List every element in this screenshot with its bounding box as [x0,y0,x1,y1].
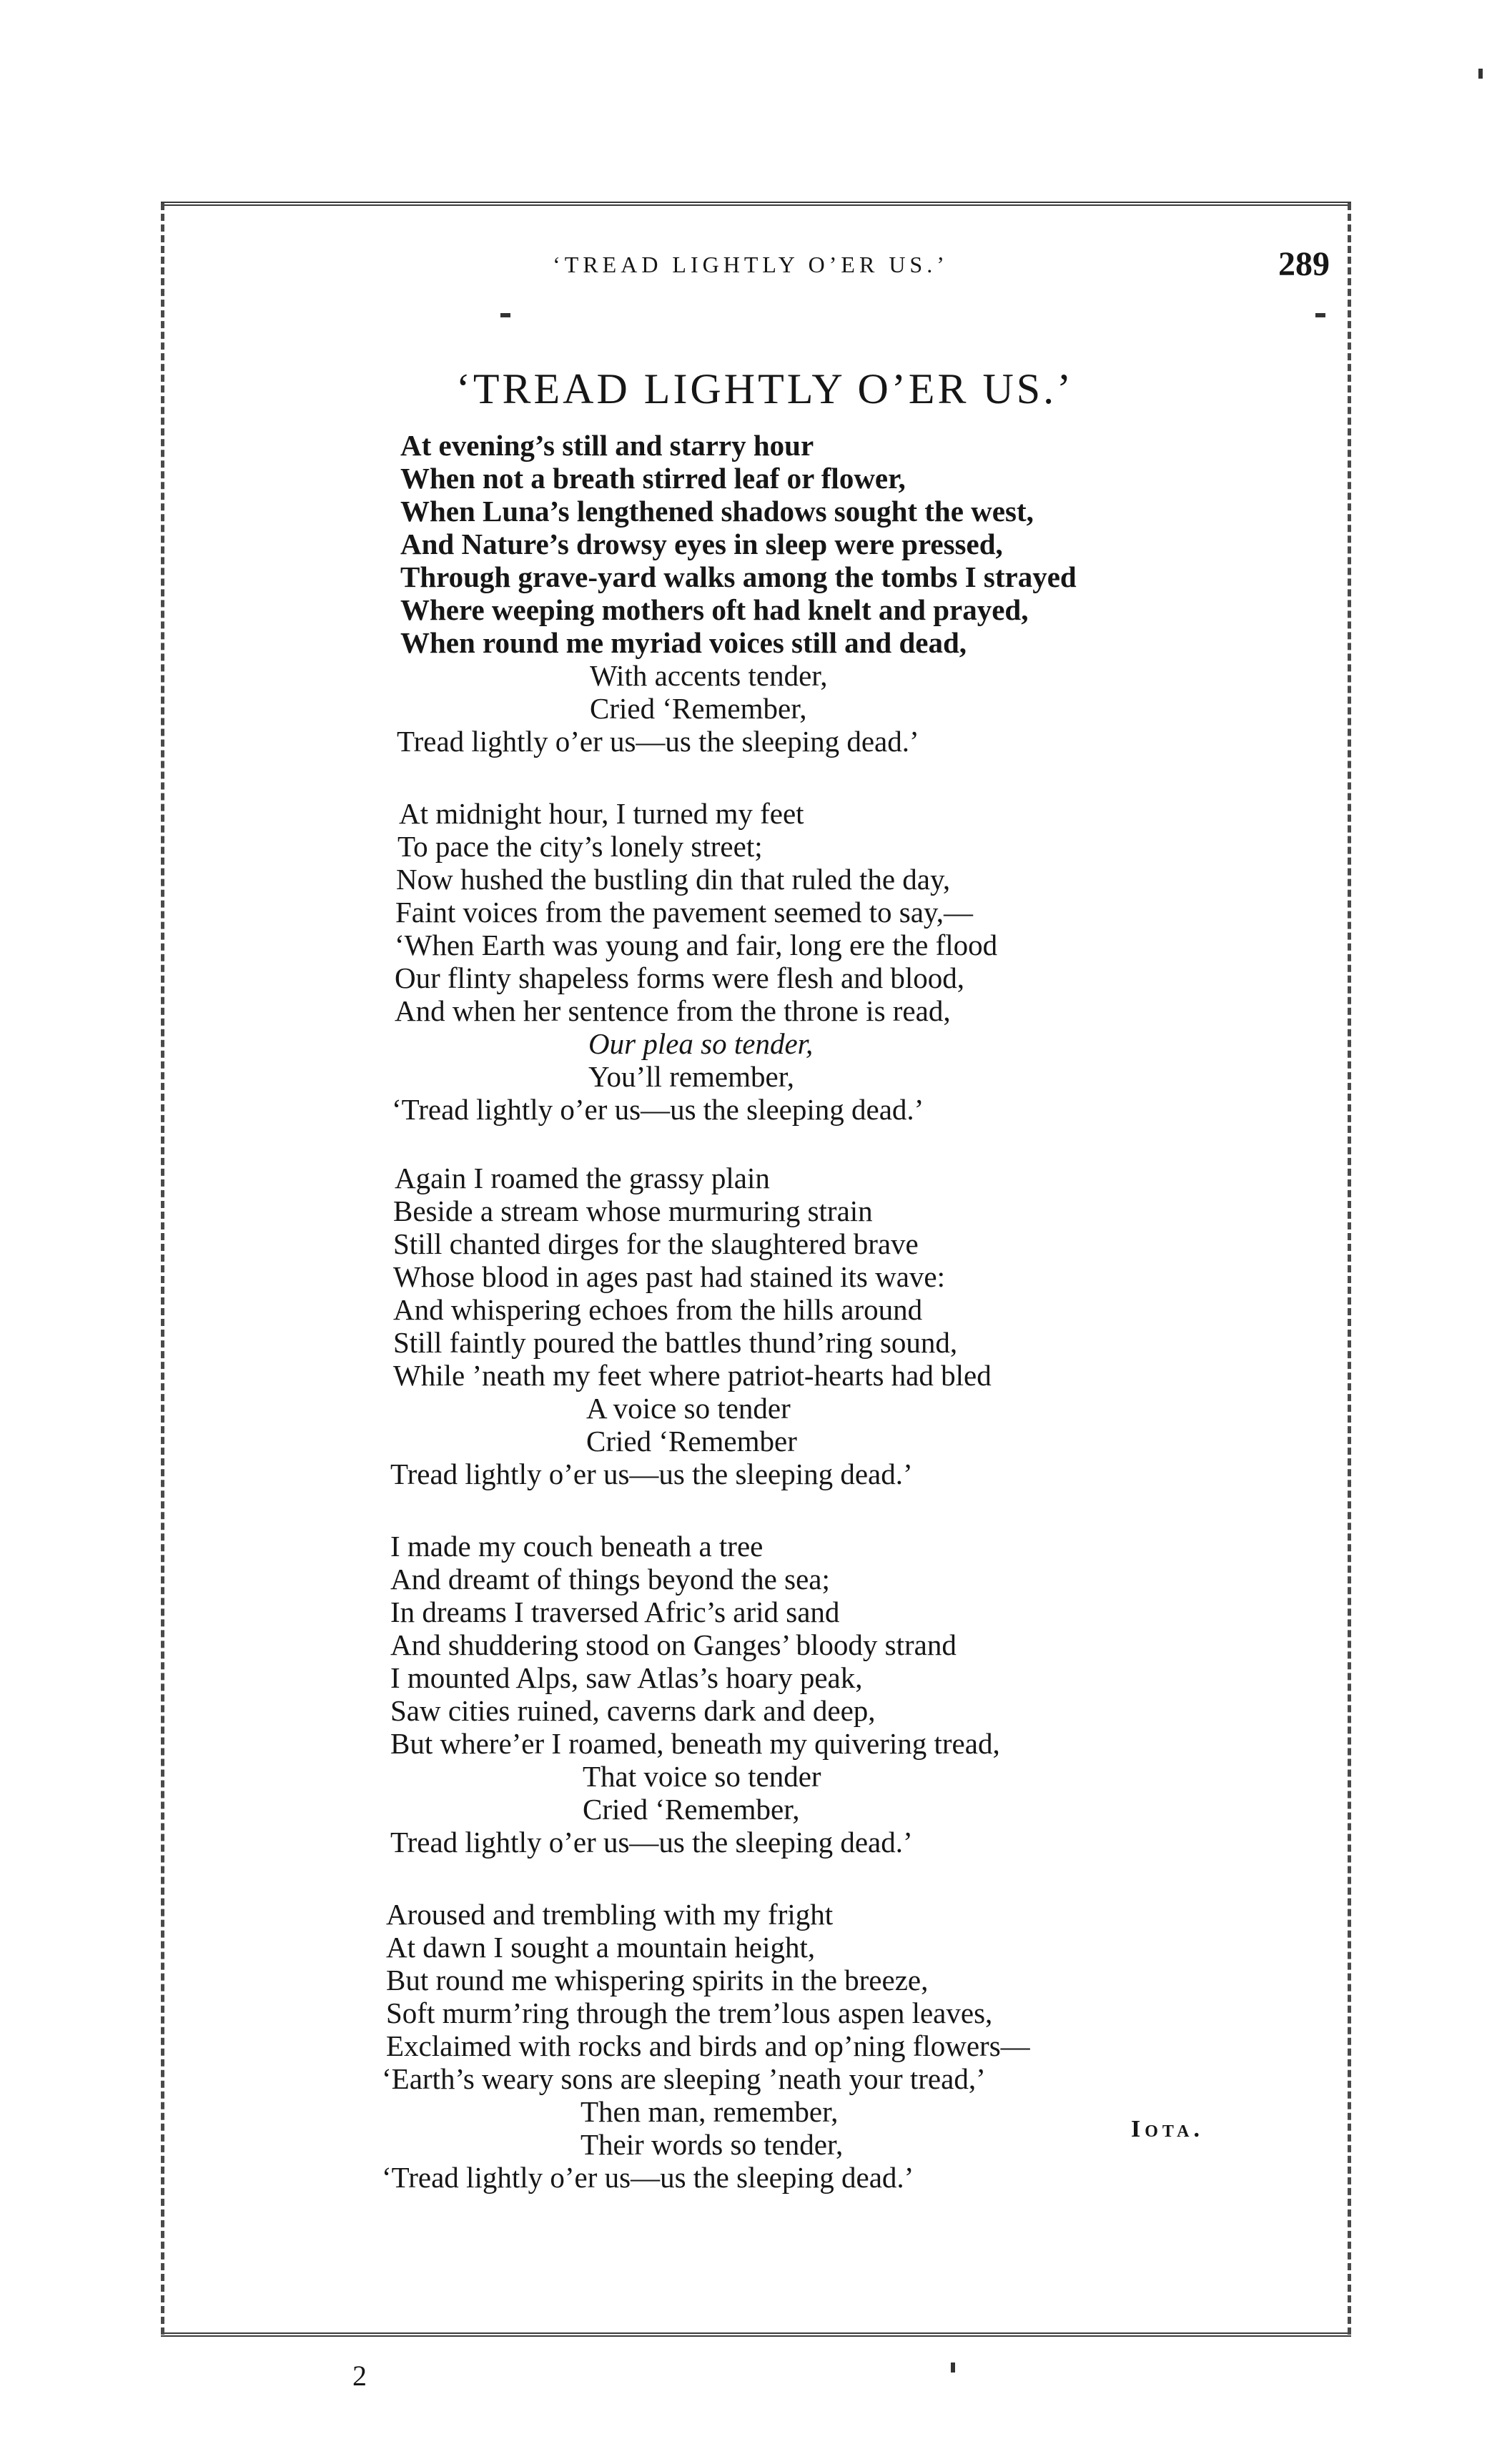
poem-line-indented: That voice so tender [583,1760,821,1793]
poem-line: And shuddering stood on Ganges’ bloody strand [390,1628,957,1661]
ink-speck [1315,313,1325,317]
author-signature: Iota. [1131,2116,1204,2142]
poem-line: I made my couch beneath a tree [390,1530,764,1563]
stanza-1 [0,429,1507,758]
ink-speck [951,2362,955,2373]
poem-line-indented: A voice so tender [586,1392,791,1425]
running-head: ‘TREAD LIGHTLY O’ER US.’ [553,252,949,277]
poem-line: In dreams I traversed Afric’s arid sand [390,1595,840,1628]
poem-line-indented: Then man, remember, [580,2095,839,2128]
poem-refrain: Tread lightly o’er us—us the sleeping dead.’ [390,1826,913,1859]
poem-line: Faint voices from the pavement seemed to say,— [395,896,974,929]
poem-line-indented: Their words so tender, [580,2128,844,2161]
poem-line: Where weeping mothers oft had knelt and prayed, [400,593,1029,626]
poem-line: Through grave-yard walks among the tombs I strayed [400,560,1077,593]
poem-line: Our flinty shapeless forms were flesh and blood, [395,961,965,994]
poem-line: When not a breath stirred leaf or flower, [400,462,906,495]
poem-line: When Luna’s lengthened shadows sought the west, [400,495,1034,528]
stanza-4 [0,1530,1507,1859]
poem-line: I mounted Alps, saw Atlas’s hoary peak, [390,1661,863,1694]
poem-line: Still chanted dirges for the slaughtered brave [393,1227,919,1260]
poem-line-indented: With accents tender, [590,659,828,692]
poem-line: At evening’s still and starry hour [400,429,814,462]
poem-refrain: Tread lightly o’er us—us the sleeping dead.’ [390,1458,913,1490]
top-rule [161,202,1351,206]
poem-line-indented: Our plea so tender, [588,1027,814,1060]
poem-refrain: Tread lightly o’er us—us the sleeping dead.’ [397,725,919,758]
poem-refrain: ‘Tread lightly o’er us—us the sleeping dead.’ [392,1093,924,1126]
poem-line: ‘Earth’s weary sons are sleeping ’neath your tread,’ [382,2062,986,2095]
poem-line: But where’er I roamed, beneath my quivering tread, [390,1727,1000,1760]
page-number: 289 [1278,245,1330,283]
poem-line: At midnight hour, I turned my feet [399,797,804,830]
poem-line: Aroused and trembling with my fright [386,1898,834,1931]
poem-line: Beside a stream whose murmuring strain [393,1194,873,1227]
poem-line: And whispering echoes from the hills around [393,1293,923,1326]
stanza-2 [0,797,1507,1126]
poem-line: Again I roamed the grassy plain [395,1162,770,1194]
poem-line: Exclaimed with rocks and birds and op’ning flowers— [386,2029,1030,2062]
poem-line-indented: You’ll remember, [588,1060,794,1093]
poem-line: When round me myriad voices still and dead, [400,626,967,659]
poem-title: ‘TREAD LIGHTLY O’ER US.’ [455,365,1074,412]
poem-line: Still faintly poured the battles thund’ring sound, [393,1326,958,1359]
printer-signature-mark: 2 [352,2360,367,2392]
poem-line: But round me whispering spirits in the breeze, [386,1964,929,1997]
poem-line: While ’neath my feet where patriot-hearts had bled [393,1359,992,1392]
ink-speck [1478,69,1483,79]
poem-line: Whose blood in ages past had stained its wave: [393,1260,945,1293]
poem-line: At dawn I sought a mountain height, [386,1931,816,1964]
poem-line: And when her sentence from the throne is read, [395,994,951,1027]
poem-line: And dreamt of things beyond the sea; [390,1563,830,1595]
poem-line: ‘When Earth was young and fair, long ere the flood [395,929,998,961]
poem-line: And Nature’s drowsy eyes in sleep were pressed, [400,528,1003,560]
bottom-rule [161,2332,1351,2337]
poem-refrain: ‘Tread lightly o’er us—us the sleeping dead.’ [382,2161,914,2194]
poem-line-indented: Cried ‘Remember, [590,692,807,725]
ink-speck [500,313,510,317]
poem-line-indented: Cried ‘Remember, [583,1793,800,1826]
poem-line-indented: Cried ‘Remember [586,1425,797,1458]
stanza-3 [0,1162,1507,1490]
stanza-5 [0,1898,1507,2194]
poem-line: Saw cities ruined, caverns dark and deep, [390,1694,876,1727]
poem-line: To pace the city’s lonely street; [397,830,763,863]
poem-line: Now hushed the bustling din that ruled the day, [396,863,951,896]
poem-line: Soft murm’ring through the trem’lous aspen leaves, [386,1997,993,2029]
